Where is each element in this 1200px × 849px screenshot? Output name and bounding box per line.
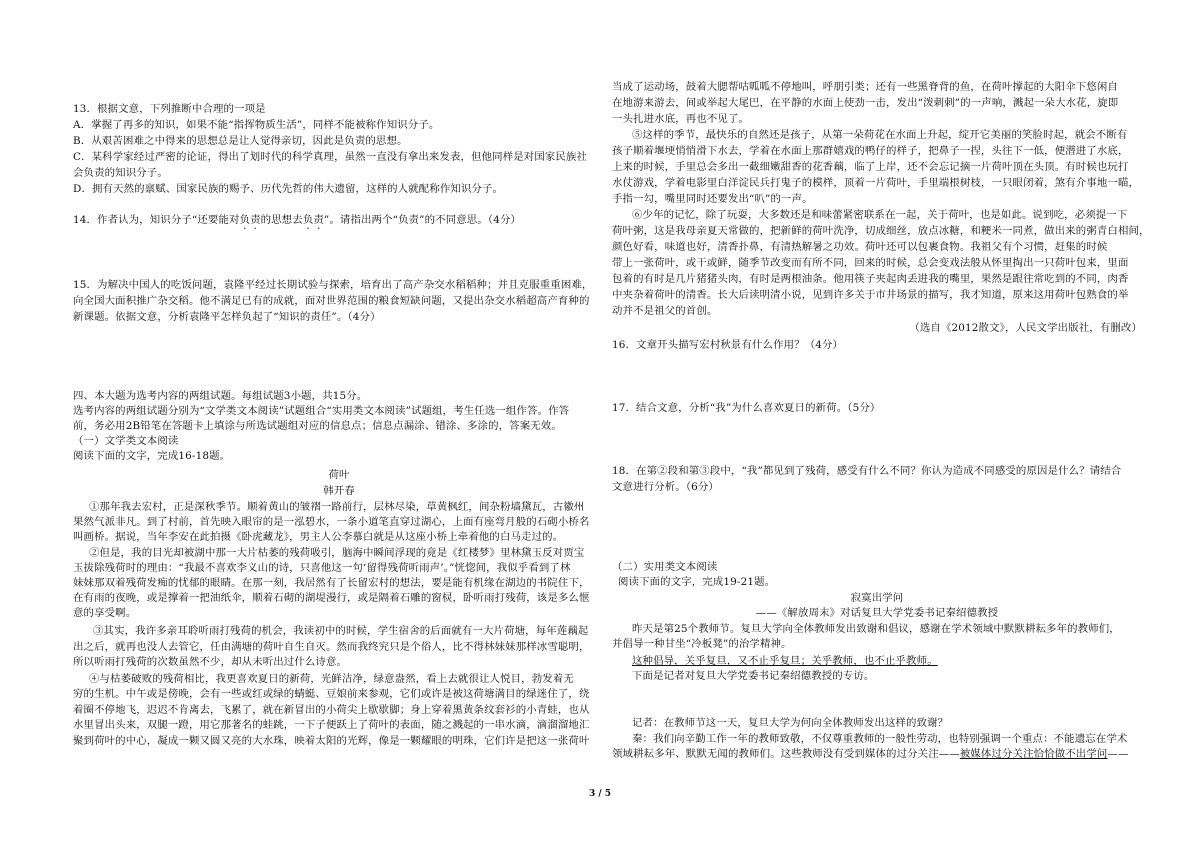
- essay-line: 带上一张荷叶，或干或鲜，随季节改变而有所不同，回来的时候，总会变戏法般从怀里掏出一只荷叶包来，里面: [612, 257, 1129, 269]
- intro-line: 并倡导一种甘坐“冷板凳”的治学精神。: [612, 638, 792, 650]
- essay-line: 叫画桥。据说，当年李安在此拍摄《卧虎藏龙》，男主人公李慕白就是从这座小桥上牵着他的白马走过的。: [73, 531, 564, 543]
- section4-line-2: 选考内容的两组试题分别为“文学类文本阅读”试题组合“实用类文本阅读”试题组，考生任选一组作答。作答: [73, 405, 570, 417]
- essay-line: 聚到荷叶的中心，凝成一颗又圆又亮的大水珠，映着太阳的光辉，像是一颗耀眼的明珠，它们许是把这一张荷叶: [73, 735, 590, 747]
- q13-option-a: A．掌握了再多的知识，如果不能“指挥物质生活”，同样不能被称作知识分子。: [73, 119, 440, 131]
- q16: 16．文章开头描写宏村秋景有什么作用？（4分）: [612, 339, 844, 351]
- essay-line: 在有雨的夜晚，或是撑着一把油纸伞，顺着石砌的湖堤漫行，或是隔着石雕的窗棂，卧听雨打残荷，该是多么惬: [73, 592, 590, 604]
- essay-line: 水里冒出头来，双腿一蹬，用它那著名的蛙跳，一下子便跃上了荷叶的表面，随之溅起的一串水滴，滴溜溜地汇: [73, 719, 590, 731]
- essay-line: 意的享受啊。: [73, 607, 137, 619]
- q17: 17．结合文意，分析“我”为什么喜欢夏日的新荷。（5分）: [612, 402, 881, 414]
- part1-instruction: 阅读下面的文字，完成16-18题。: [73, 450, 231, 462]
- essay-source: （选自《2012散文》，人民文学出版社，有删改）: [909, 322, 1142, 334]
- essay-line: 水仗游戏，学着电影里白洋淀民兵打鬼子的模样，顶着一片荷叶，手里端根树枝，一只眼闭着，煞有介事地一瞄，: [612, 177, 1140, 189]
- q13-stem: 13．根据文意，下列推断中合理的一项是: [73, 103, 266, 115]
- essay-line: 一头扎进水底，再也不见了。: [612, 113, 750, 125]
- q15-line-3: 新课题。依据文意，分析袁隆平怎样负起了“知识的责任”。（4分）: [73, 311, 381, 323]
- essay-line: 当成了运动场，鼓着大腮帮咕呱呱不停地叫，呼朋引类；还有一些黑脊背的鱼，在荷叶撑起的大阳伞下悠闲自: [612, 81, 1118, 93]
- essay-line: 所以听雨打残荷的次数虽然不少，却从未听出过什么诗意。: [73, 656, 348, 668]
- q13-option-c: C．某科学家经过严密的论证，得出了划时代的科学真理，虽然一直没有拿出来发表，但他同样是对国家民族社: [73, 151, 588, 163]
- essay-line: 果然气派非凡。到了村前，首先映入眼帘的是一泓碧水，一条小道笔直穿过湖心，上面有座弯月般的石砌小桥名: [73, 516, 590, 528]
- essay-line: 在地游来游去，间或举起大尾巴，在平静的水面上使劲一击，发出“泼刺刺”的一声响，溅起一朵大水花，旋即: [612, 97, 1119, 109]
- essay-line: 上来的时候，手里总会多出一截细嫩甜香的花香藕，临了上岸，还不会忘记摘一片荷叶顶在头顶。有时候也玩打: [612, 161, 1129, 173]
- essay-line: ③其实，我许多亲耳聆听雨打残荷的机会，我读初中的时候，学生宿舍的后面就有一大片荷塘，每年莲藕起: [93, 625, 589, 637]
- essay-line: 穷的生机。中午或是傍晚，会有一些或红或绿的蜻蜓、豆娘前来参观，它们或许是被这荷塘满目的绿迷住了，绕: [73, 688, 590, 700]
- q13-option-b: B．从艰苦困难之中得来的思想总是让人觉得亲切，因此是负责的思想。: [73, 135, 408, 147]
- essay-line: 包着的有时是几片猪猪头肉，有时是两根油条。他用筷子夹起肉丢进我的嘴里，果然是跟往常吃到的不同，肉香: [612, 273, 1129, 285]
- essay-line: 着圈不停地飞，迟迟不肯离去，飞累了，就在新冒出的小荷尖上歇歇脚；身上穿着黑黄条纹套衫的小青蛙，也从: [73, 704, 590, 716]
- part2-heading: （二）实用类文本阅读: [612, 561, 718, 573]
- q15-line-1: 15．为解决中国人的吃饭问题，袁隆平经过长期试验与探索，培育出了高产杂交水稻稻种；并且克服重重困难，: [73, 279, 593, 291]
- essay-line: 动并不是祖父的首创。: [612, 305, 718, 317]
- interview-title: 寂寞出学问: [850, 592, 904, 604]
- section4-line-3: 前，务必用2B铅笔在答题卡上填涂与所选试题组对应的信息点；信息点漏涂、错涂、多涂的，答案无效。: [73, 420, 562, 432]
- essay-line: ②但是，我的目光却被湖中那一大片枯萎的残荷吸引，脑海中瞬间浮现的竟是《红楼梦》里林黛玉反对贾宝: [89, 547, 585, 559]
- essay-line: ⑥少年的记忆，除了玩耍，大多数还是和味蕾紧密联系在一起，关于荷叶，也是如此。说到吃，必须提一下: [632, 209, 1128, 221]
- essay-line: 妹妹那双着残荷发痴的忧郁的眼睛。在那一刻，我居然有了长留宏村的想法，要是能有机缘在湖边的书院住下，: [73, 577, 590, 589]
- essay-line: 荷叶粥，这是我母亲夏天常做的，把新鲜的荷叶洗净，切成细丝，放点冰糖，和粳米一同煮，做出来的粥青白相间，: [612, 225, 1150, 237]
- essay-line: 出之后，就再也没人去管它，任由满塘的荷叶自生自灭。然而我终究只是个俗人，比不得林妹妹那样冰雪聪明，: [73, 641, 590, 653]
- answer-line: 秦：我们向辛勤工作一年的教师致敬，不仅尊重教师的一般性劳动，也特别强调一个重点：不能遗忘在学术: [632, 733, 1128, 745]
- interview-subtitle: ——《解放周末》对话复旦大学党委书记秦绍德教授: [755, 607, 999, 619]
- essay-line: ①那年我去宏村，正是深秋季节。顺着黄山的皱褶一路前行，层林尽染，草黄枫红，间杂粉墙黛瓦，古徽州: [89, 501, 585, 513]
- essay-line: 颜色好看，味道也好，清香扑鼻，有清热解暑之功效。荷叶还可以包裹食物。我祖父有个习惯，赶集的时候: [612, 241, 1108, 253]
- essay-line: 中夹杂着荷叶的清香。长大后读明清小说，见到许多关于市井场景的描写，我才知道，原来这用荷叶包熟食的举: [612, 289, 1129, 301]
- part1-heading: （一）文学类文本阅读: [73, 435, 179, 447]
- essay-line: 手指一勾，嘴里同时还要发出“叭”的一声。: [612, 193, 813, 205]
- q15-line-2: 向全国大面积推广杂交稻。他不满足已有的成就，面对世界范围的粮食短缺问题，又提出杂交水稻超高产育种的: [73, 295, 590, 307]
- section4-heading: 四、本大题为选考内容的两组试题。每组试题3小题，共15分。: [73, 390, 368, 402]
- q18-line-2: 文意进行分析。（6分）: [612, 481, 719, 493]
- answer-line: 领域耕耘多年、默默无闻的教师们。这些教师没有受到媒体的过分关注——被媒体过分关注恰恰做不出学问——: [612, 748, 1129, 760]
- essay-author: 韩开春: [323, 485, 355, 497]
- part2-instruction: 阅读下面的文字，完成19-21题。: [618, 576, 776, 588]
- essay-line: 玉拔除残荷时的理由：“我最不喜欢李义山的诗，只喜他这一句‘留得残荷听雨声’。”恍惚间，我似乎看到了林: [73, 562, 571, 574]
- essay-line: ⑤这样的季节，最快乐的自然还是孩子，从第一朵荷花在水面上升起，绽开它美丽的笑脸时起，就会不断有: [632, 129, 1128, 141]
- q13-option-c-cont: 会负责的知识分子。: [73, 167, 168, 179]
- q18-line-1: 18．在第②段和第③段中，“我”都见到了残荷，感受有什么不同？你认为造成不同感受的原因是什么？请结合: [612, 465, 1122, 477]
- q13-option-d: D．拥有天然的禀赋、国家民族的赐予、历代先哲的伟大遗留，这样的人就配称作知识分子。: [73, 183, 504, 195]
- essay-title: 荷叶: [328, 469, 350, 481]
- essay-line: ④与枯萎破败的残荷相比，我更喜欢夏日的新荷，光鲜洁净，绿意盎然，看上去就很让人悦目，勃发着无: [89, 673, 574, 685]
- underlined-statement: 这种倡导，关乎复旦，又不止乎复旦；关乎教师，也不止乎教师。: [632, 655, 938, 667]
- q14: 14．作者认为，知识分子“还要能对负责的思想去负责”。请指出两个“负责”的不同意思。（4分）: [73, 214, 522, 226]
- page-number: 3 / 5: [588, 789, 612, 799]
- intro-line: 下面是记者对复旦大学党委书记秦绍德教授的专访。: [632, 670, 875, 682]
- essay-line: 孩子顺着堰埂悄悄滑下水去，学着在水面上那群嬉戏的鸭仔的样子，把鼻子一捏，头往下一低，便潜进了水底，: [612, 145, 1129, 157]
- intro-line: 昨天是第25个教师节。复旦大学向全体教师发出致谢和倡议，感谢在学术领域中默默耕耘多年的教师们，: [632, 623, 1120, 635]
- reporter-question: 记者：在教师节这一天，复旦大学为何向全体教师发出这样的致谢？: [632, 717, 949, 729]
